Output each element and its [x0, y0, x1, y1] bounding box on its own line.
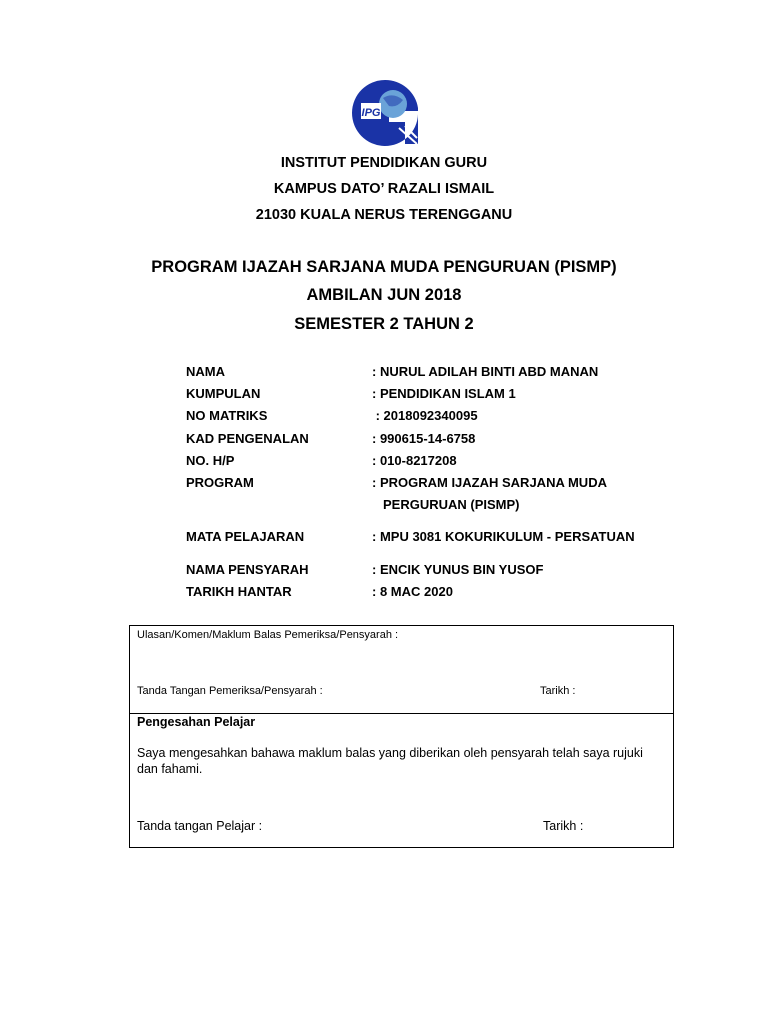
info-label: NAMA PENSYARAH — [186, 562, 309, 577]
info-value: : ENCIK YUNUS BIN YUSOF — [372, 562, 544, 577]
verification-text: Saya mengesahkan bahawa maklum balas yang diberikan oleh pensyarah telah saya rujuki dan fahami. — [137, 746, 643, 776]
info-label: NO MATRIKS — [186, 408, 268, 423]
info-value: : 2018092340095 — [372, 408, 478, 423]
campus-name: KAMPUS DATO’ RAZALI ISMAIL — [273, 181, 495, 197]
box-divider — [130, 713, 673, 714]
svg-text:IPG: IPG — [361, 107, 381, 119]
info-label: NAMA — [186, 364, 225, 379]
info-label: MATA PELAJARAN — [186, 529, 305, 544]
examiner-signature-label: Tanda Tangan Pemeriksa/Pensyarah : — [137, 685, 323, 697]
info-label: PROGRAM — [186, 475, 254, 490]
info-label: KAD PENGENALAN — [186, 431, 309, 446]
info-value: : 990615-14-6758 — [372, 431, 476, 446]
ipg-logo — [349, 78, 421, 148]
intake: AMBILAN JUN 2018 — [306, 286, 462, 304]
student-signature-label: Tanda tangan Pelajar : — [137, 819, 263, 833]
info-value: : PENDIDIKAN ISLAM 1 — [372, 386, 516, 401]
institution-name: INSTITUT PENDIDIKAN GURU — [280, 155, 488, 171]
info-value: : MPU 3081 KOKURIKULUM - PERSATUAN — [372, 529, 635, 544]
info-label: NO. H/P — [186, 453, 235, 468]
ulasan-label: Ulasan/Komen/Maklum Balas Pemeriksa/Pensyarah : — [137, 629, 399, 641]
info-value: : NURUL ADILAH BINTI ABD MANAN — [372, 364, 599, 379]
info-value: : 8 MAC 2020 — [372, 584, 453, 599]
feedback-box — [129, 625, 674, 848]
info-value: PERGURUAN (PISMP) — [383, 497, 520, 512]
program-title: PROGRAM IJAZAH SARJANA MUDA PENGURUAN (PISMP) — [151, 258, 617, 276]
student-date-label: Tarikh : — [543, 819, 584, 833]
info-value: : PROGRAM IJAZAH SARJANA MUDA — [372, 475, 607, 490]
info-value: : 010-8217208 — [372, 453, 457, 468]
verification-title: Pengesahan Pelajar — [137, 715, 256, 729]
semester: SEMESTER 2 TAHUN 2 — [294, 315, 474, 333]
campus-address: 21030 KUALA NERUS TERENGGANU — [255, 207, 513, 223]
info-label: TARIKH HANTAR — [186, 584, 292, 599]
info-label: KUMPULAN — [186, 386, 261, 401]
examiner-date-label: Tarikh : — [540, 685, 576, 697]
